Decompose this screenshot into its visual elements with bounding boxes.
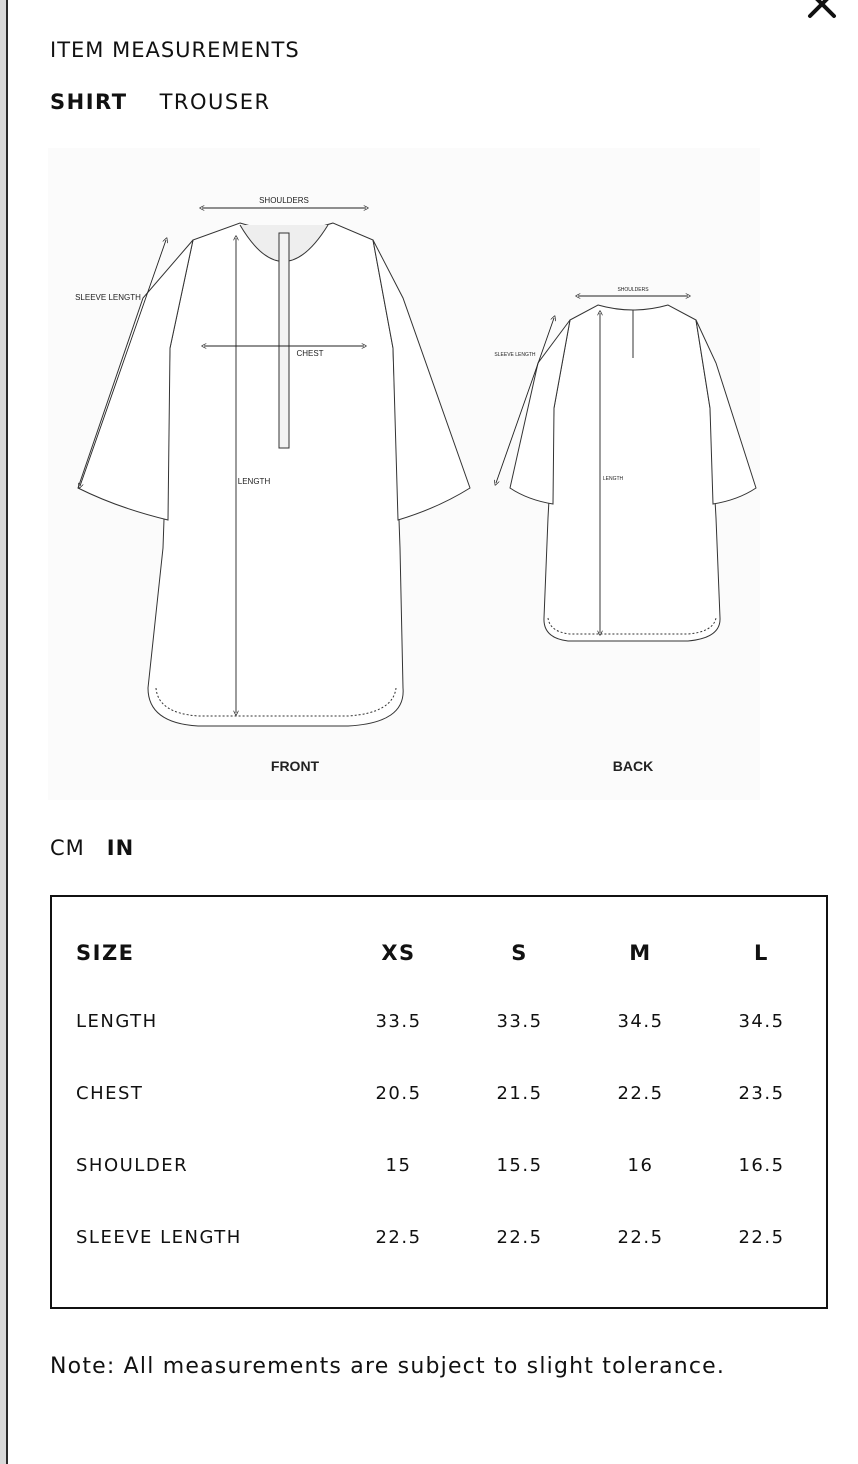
cell-value: 34.5 <box>738 1010 785 1032</box>
tolerance-note: Note: All measurements are subject to slight tolerance. <box>50 1354 726 1379</box>
page-title: ITEM MEASUREMENTS <box>50 38 300 62</box>
left-edge-rail <box>0 0 8 1464</box>
close-button[interactable] <box>804 0 840 22</box>
front-shoulders-label: SHOULDERS <box>259 196 309 205</box>
tab-shirt[interactable]: SHIRT <box>50 90 128 114</box>
close-icon <box>804 0 840 22</box>
back-shoulders-label: SHOULDERS <box>617 287 649 293</box>
cell-value: 22.5 <box>617 1226 664 1248</box>
back-length-label: LENGTH <box>602 476 624 482</box>
header-size: SIZE <box>76 941 135 965</box>
tab-trouser[interactable]: TROUSER <box>159 90 271 114</box>
table-header-row <box>76 921 822 985</box>
garment-sketch <box>48 148 760 800</box>
size-chart <box>50 895 828 1309</box>
cell-value: 15 <box>385 1154 412 1176</box>
row-label: SLEEVE LENGTH <box>76 1226 242 1248</box>
header-l: L <box>754 941 769 965</box>
table-row <box>76 1057 822 1129</box>
back-caption: BACK <box>612 758 654 774</box>
unit-in[interactable]: IN <box>106 836 135 860</box>
header-xs: XS <box>381 941 416 965</box>
cell-value: 22.5 <box>375 1226 422 1248</box>
cell-value: 22.5 <box>738 1226 785 1248</box>
cell-value: 20.5 <box>375 1082 422 1104</box>
table-row <box>76 1201 822 1273</box>
header-s: S <box>511 941 528 965</box>
front-chest-label: CHEST <box>296 349 324 358</box>
cell-value: 21.5 <box>496 1082 543 1104</box>
row-label: CHEST <box>76 1082 144 1104</box>
cell-value: 33.5 <box>375 1010 422 1032</box>
table-row <box>76 1129 822 1201</box>
cell-value: 22.5 <box>617 1082 664 1104</box>
front-sleeve-length-label: SLEEVE LENGTH <box>75 293 141 302</box>
row-label: SHOULDER <box>76 1154 189 1176</box>
size-table <box>76 921 822 1273</box>
cell-value: 23.5 <box>738 1082 785 1104</box>
garment-tabs <box>50 90 271 114</box>
row-label: LENGTH <box>76 1010 158 1032</box>
cell-value: 15.5 <box>496 1154 543 1176</box>
measurement-diagram <box>48 148 760 800</box>
cell-value: 33.5 <box>496 1010 543 1032</box>
back-sleeve-length-label: SLEEVE LENGTH <box>494 352 536 358</box>
cell-value: 22.5 <box>496 1226 543 1248</box>
front-caption: FRONT <box>270 758 320 774</box>
header-m: M <box>629 941 652 965</box>
cell-value: 34.5 <box>617 1010 664 1032</box>
table-row <box>76 985 822 1057</box>
unit-cm[interactable]: CM <box>50 836 85 860</box>
front-length-label: LENGTH <box>237 477 271 486</box>
cell-value: 16 <box>627 1154 654 1176</box>
unit-toggle <box>50 836 134 860</box>
cell-value: 16.5 <box>738 1154 785 1176</box>
